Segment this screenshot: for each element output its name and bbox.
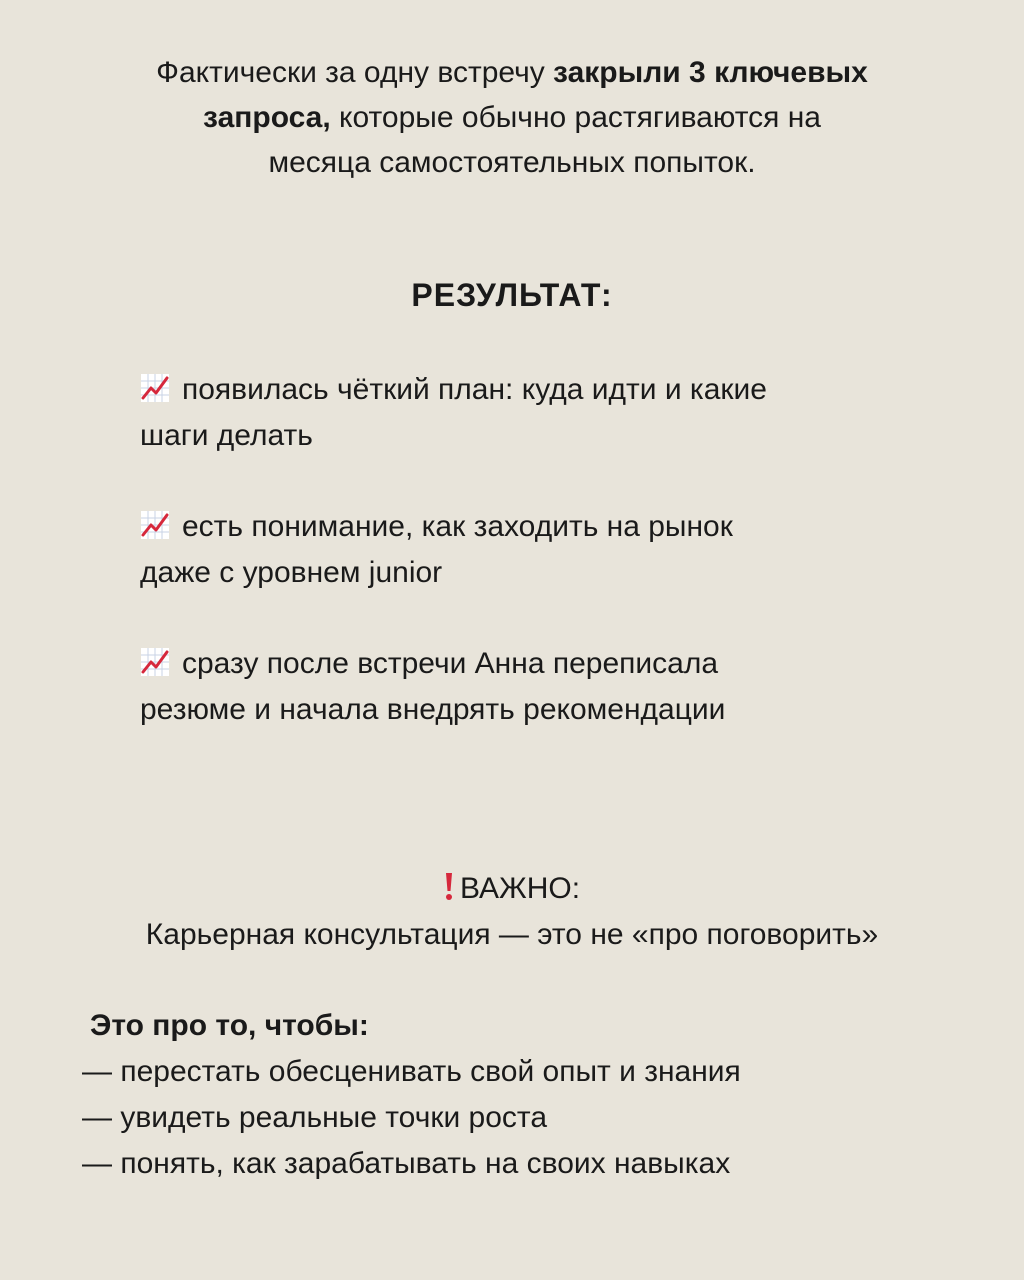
- result-item: появилась чёткий план: куда идти и какие шаги делать: [140, 373, 767, 452]
- intro-paragraph: [0, 50, 1024, 185]
- purpose-heading: Это про то, чтобы:: [90, 1009, 369, 1042]
- chart-increasing-icon: [140, 510, 170, 540]
- result-item: сразу после встречи Анна переписала резюме и начала внедрять рекомендации: [140, 647, 726, 726]
- purpose-block: [82, 1003, 982, 1187]
- intro-line-2: запроса, которые обычно растягиваются на: [203, 101, 821, 134]
- intro-line-1: Фактически за одну встречу закрыли 3 ключевых: [156, 56, 868, 89]
- important-text: Карьерная консультация — это не «про поговорить»: [145, 918, 879, 951]
- important-block: [0, 866, 1024, 958]
- chart-increasing-icon: [140, 373, 170, 403]
- result-heading: РЕЗУЛЬТАТ:: [411, 277, 613, 313]
- intro-highlight: закрыли 3 ключевых: [553, 56, 868, 89]
- list-item: — увидеть реальные точки роста: [82, 1101, 547, 1134]
- list-item: — перестать обесценивать свой опыт и знания: [82, 1055, 741, 1088]
- intro-line-3: месяца самостоятельных попыток.: [268, 146, 756, 179]
- important-heading: ВАЖНО:: [0, 866, 1024, 912]
- result-list: [140, 367, 900, 778]
- exclamation-icon: [444, 871, 454, 901]
- result-item: есть понимание, как заходить на рынок даже с уровнем junior: [140, 510, 733, 589]
- chart-increasing-icon: [140, 647, 170, 677]
- list-item: — понять, как зарабатывать на своих навыках: [82, 1147, 731, 1180]
- intro-highlight-end: запроса,: [203, 101, 331, 134]
